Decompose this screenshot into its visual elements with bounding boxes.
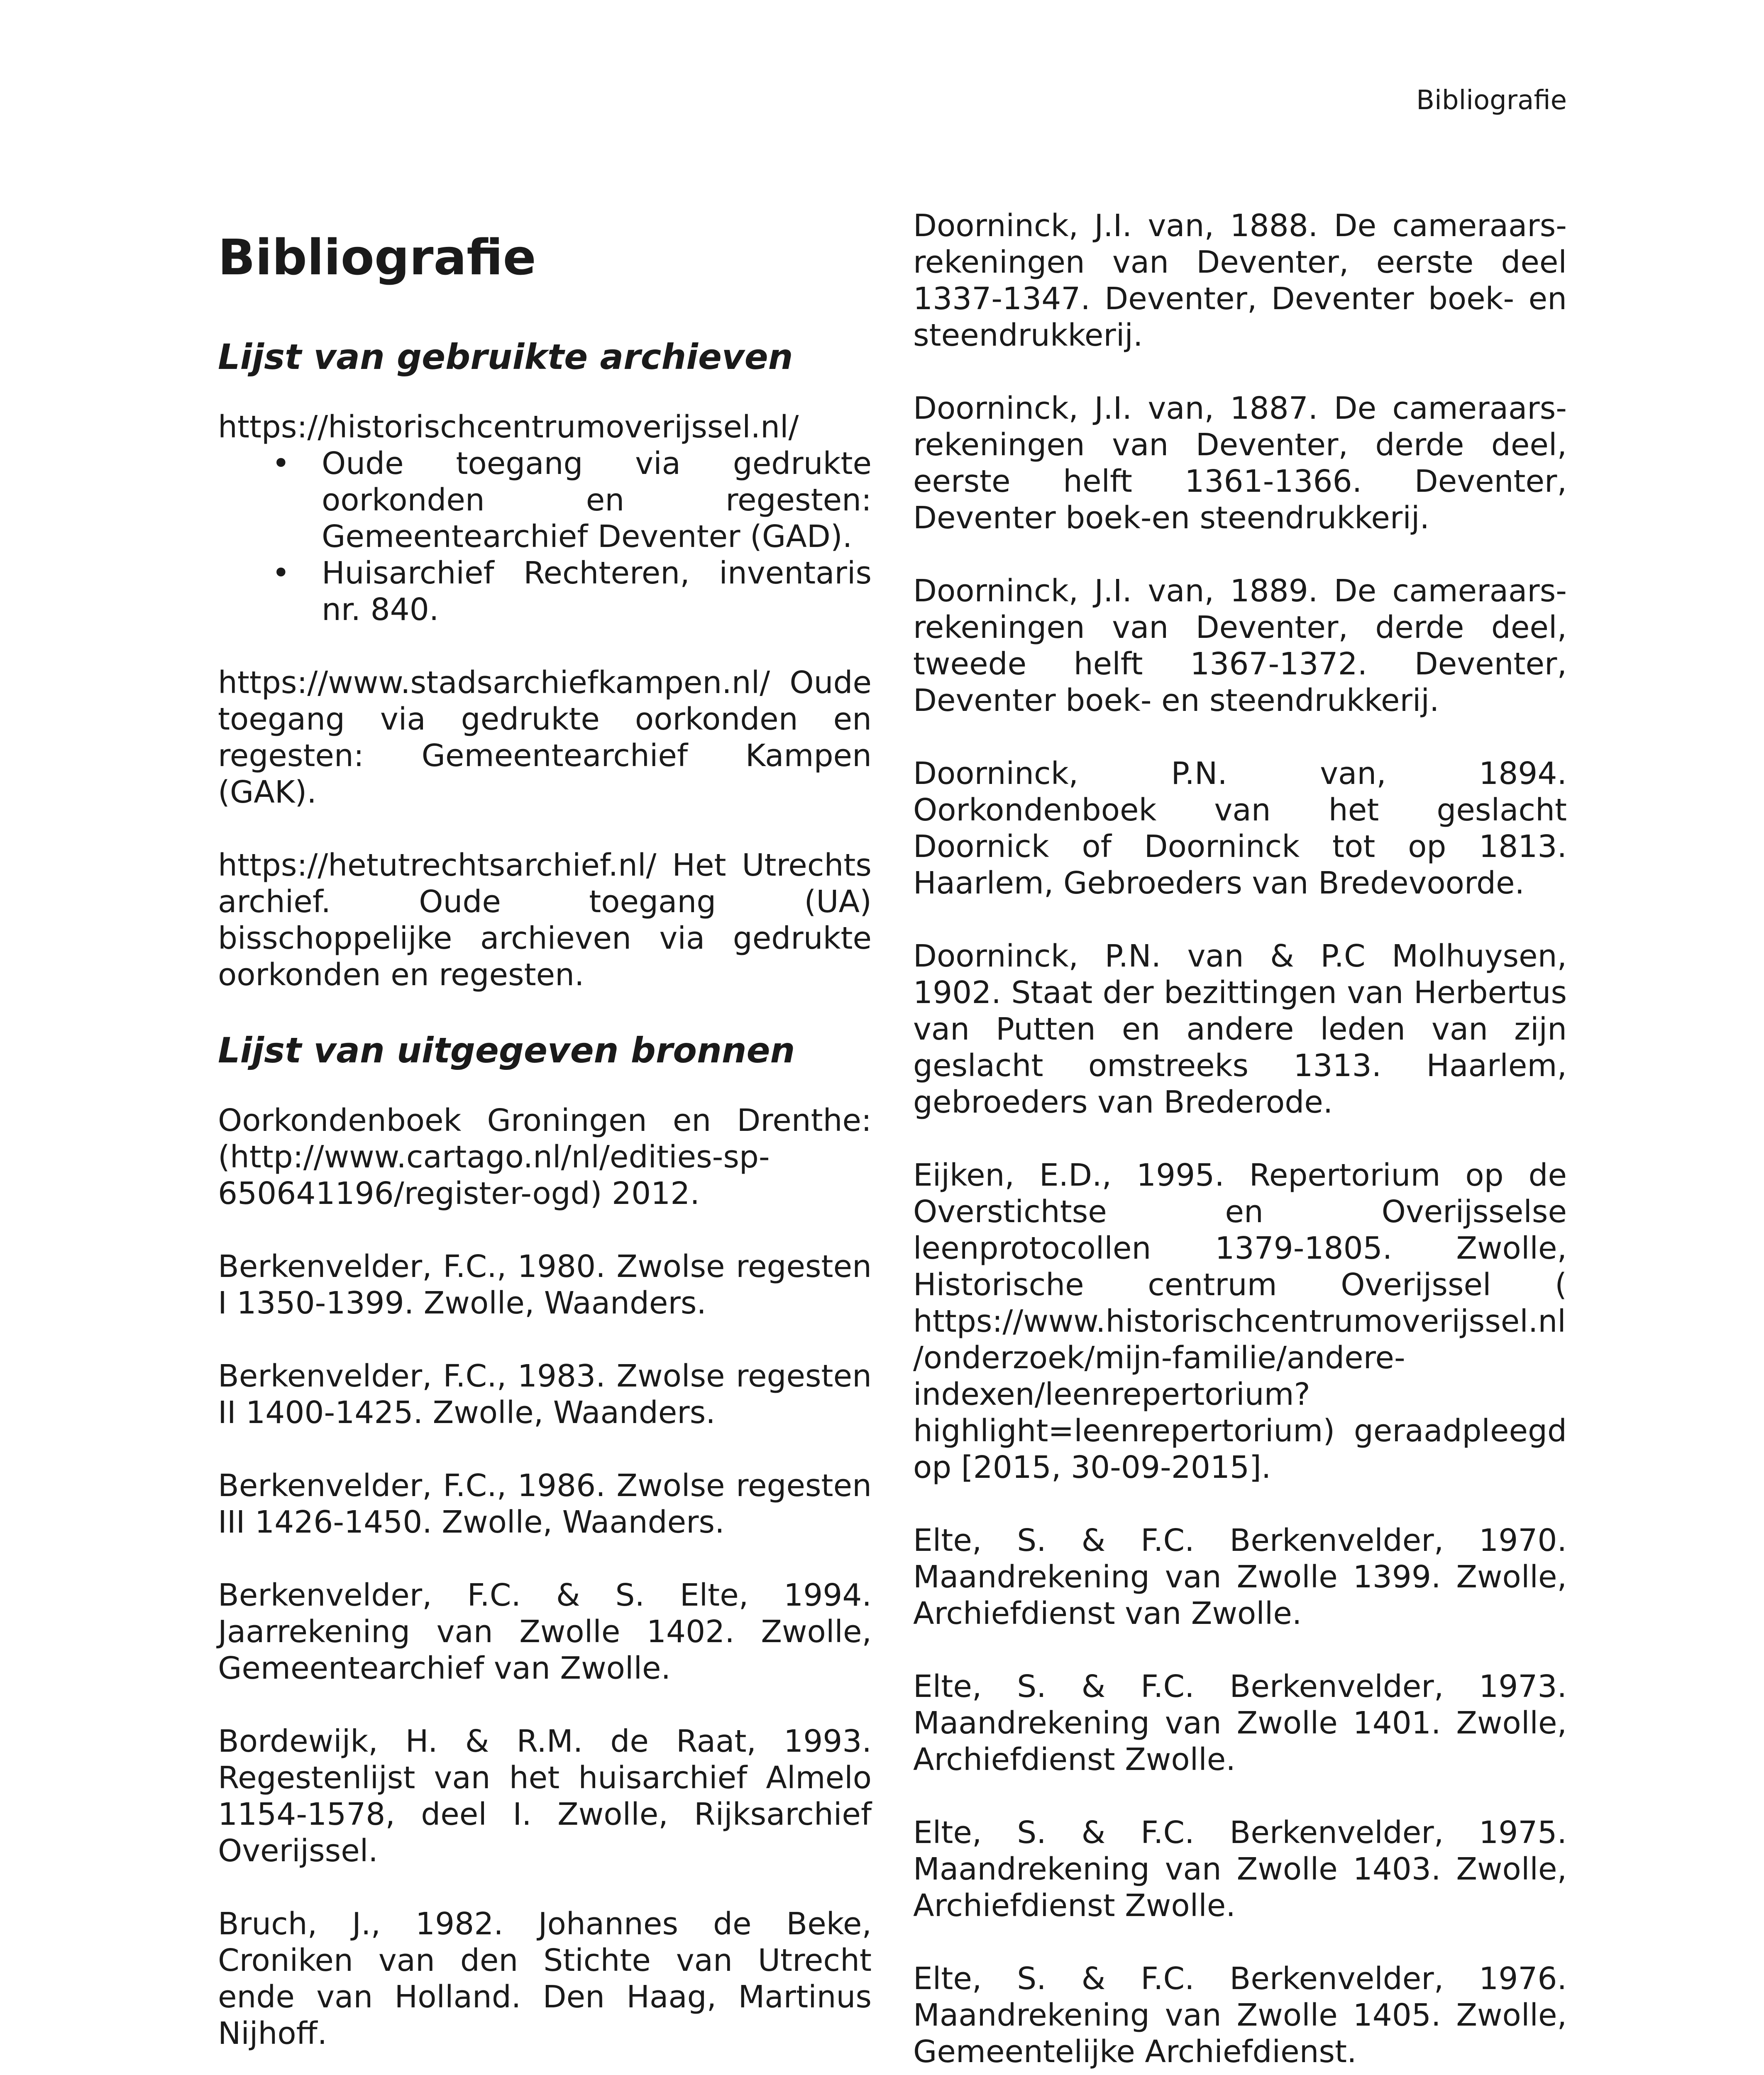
bibliography-entry: Elte, S. & F.C. Berkenvelder, 1970. Maandrekening van Zwolle 1399. Zwolle, Archiefdienst van Zwolle. [913, 1523, 1567, 1631]
archive-entry-kampen: https://www.stadsarchiefkampen.nl/ Oude toegang via gedrukte oorkonden en regesten: Gemeentearchief Kampen (GAK). [218, 665, 872, 810]
archive-bullet-item: • Oude toegang via gedrukte oorkonden en regesten: Gemeentearchief Deventer (GAD). [272, 446, 872, 554]
bibliography-entry: Berkenvelder, F.C., 1980. Zwolse regesten I 1350-1399. Zwolle, Waanders. [218, 1249, 872, 1321]
left-column [218, 208, 872, 2075]
right-column [913, 208, 1567, 2075]
bibliography-entry: Berkenvelder, F.C., 1986. Zwolse regesten III 1426-1450. Zwolle, Waanders. [218, 1468, 872, 1540]
page-title: Bibliografie [218, 229, 536, 286]
bibliography-entry: Elte, S. & F.C. Berkenvelder, 1973. Maandrekening van Zwolle 1401. Zwolle, Archiefdienst Zwolle. [913, 1669, 1567, 1777]
bibliography-entry: Doorninck, J.I. van, 1888. De cameraars-rekeningen van Deventer, eerste deel 1337-1347. Deventer, Deventer boek- en steendrukkerij. [913, 208, 1567, 353]
sources-heading: Lijst van uitgegeven bronnen [218, 1030, 795, 1071]
bibliography-entry: Elte, S. & F.C. Berkenvelder, 1975. Maandrekening van Zwolle 1403. Zwolle, Archiefdienst Zwolle. [913, 1815, 1567, 1924]
bibliography-entry: Elte, S. & F.C. Berkenvelder, 1976. Maandrekening van Zwolle 1405. Zwolle, Gemeentelijke Archiefdienst. [913, 1961, 1567, 2070]
bibliography-entry: Doorninck, J.I. van, 1887. De cameraars-rekeningen van Deventer, derde deel, eerste helft 1361-1366. Deventer, Deventer boek-en steendrukkerij. [913, 391, 1567, 536]
bibliography-entry: Doorninck, P.N. van, 1894. Oorkondenboek van het geslacht Doornick of Doorninck tot op 1813. Haarlem, Gebroeders van Bredevoorde. [913, 756, 1567, 901]
bullet-icon: • [272, 555, 290, 591]
archive-url-hco: https://historischcentrumoverijssel.nl/ [218, 409, 799, 445]
running-header: Bibliografie [1416, 85, 1567, 116]
bibliography-entry: Doorninck, J.I. van, 1889. De cameraars-rekeningen van Deventer, derde deel, tweede helft 1367-1372. Deventer, Deventer boek- en steendrukkerij. [913, 573, 1567, 718]
archive-bullet-item: • Huisarchief Rechteren, inventaris nr. 840. [272, 555, 872, 627]
archives-heading: Lijst van gebruikte archieven [218, 337, 793, 377]
bibliography-entry: Berkenvelder, F.C. & S. Elte, 1994. Jaarrekening van Zwolle 1402. Zwolle, Gemeentearchief van Zwolle. [218, 1577, 872, 1686]
bullet-icon: • [272, 446, 290, 481]
bibliography-entry: Bruch, J., 1982. Johannes de Beke, Croniken van den Stichte van Utrecht ende van Holland. Den Haag, Martinus Nijhoff. [218, 1906, 872, 2051]
bibliography-entry: Eijken, E.D., 1995. Repertorium op de Overstichtse en Overijsselse leenprotocollen 1379-1805. Zwolle, Historische centrum Overijssel ( https://www.historischcentrumoverijssel.nl/onderzoek/mijn-familie/andere-indexen/leenrepertorium?highlight=leenrepertorium) geraadpleegd op [2015, 30-09-2015]. [913, 1157, 1567, 1485]
bibliography-entry: Doorninck, P.N. van & P.C Molhuysen, 1902. Staat der bezittingen van Herbertus van Putten en andere leden van zijn geslacht omstreeks 1313. Haarlem, gebroeders van Brederode. [913, 938, 1567, 1120]
bibliography-entry: Berkenvelder, F.C., 1983. Zwolse regesten II 1400-1425. Zwolle, Waanders. [218, 1358, 872, 1431]
bibliography-entry: Oorkondenboek Groningen en Drenthe: (http://www.cartago.nl/nl/edities-sp-650641196/register-ogd) 2012. [218, 1103, 872, 1211]
bibliography-entry: Bordewijk, H. & R.M. de Raat, 1993. Regestenlijst van het huisarchief Almelo 1154-1578, deel I. Zwolle, Rijksarchief Overijssel. [218, 1723, 872, 1869]
archive-entry-utrecht: https://hetutrechtsarchief.nl/ Het Utrechts archief. Oude toegang (UA) bisschoppelijke archieven via gedrukte oorkonden en regesten. [218, 847, 872, 993]
archive-bullet-list [218, 445, 872, 628]
